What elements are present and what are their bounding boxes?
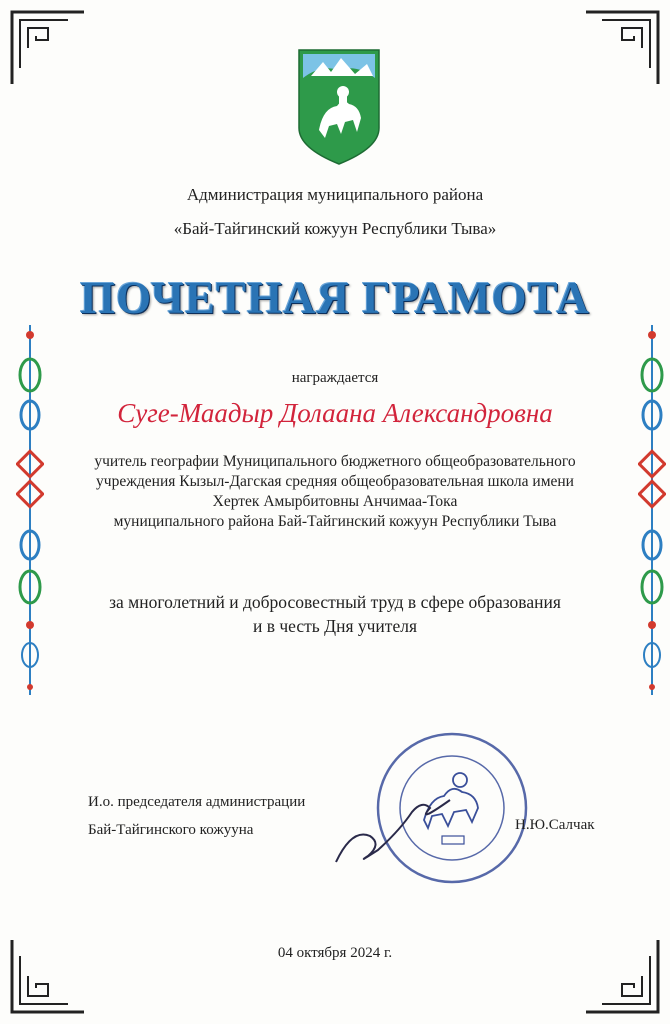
issuer-block [0,182,670,242]
issue-date: 04 октября 2024 г. [277,945,393,961]
signatory-title-line-2: Бай-Тайгинского кожууна [88,822,254,838]
issuer-line-2: «Бай-Тайгинский кожуун Республики Тыва» [173,219,497,238]
position-line-2: учреждения Кызыл-Дагская средняя общеобразовательная школа имени [96,473,574,490]
signatory-name: Н.Ю.Салчак [515,817,595,833]
signatory-title [88,788,305,844]
handwritten-signature [330,790,470,870]
corner-ornament-top-left [8,8,88,88]
award-reason [0,590,670,638]
reason-line-2: и в честь Дня учителя [253,616,417,636]
position-line-3: Хертек Амырбитовны Анчимаа-Тока [212,493,458,510]
awarded-label: награждается [291,370,379,386]
signatory-title-line-1: И.о. председателя администрации [88,794,306,810]
recipient-name: Суге-Маадыр Долаана Александровна [117,398,553,428]
recipient-position [0,452,670,532]
reason-line-1: за многолетний и добросовестный труд в сфере образования [109,592,561,612]
corner-ornament-top-right [582,8,662,88]
position-line-4: муниципального района Бай-Тайгинский кожуун Республики Тыва [113,513,557,530]
certificate-title: ПОЧЕТНАЯ ГРАМОТА [80,273,590,323]
coat-of-arms-emblem [297,48,381,166]
issuer-line-1: Администрация муниципального района [186,185,484,204]
position-line-1: учитель географии Муниципального бюджетного общеобразовательного [94,453,576,470]
